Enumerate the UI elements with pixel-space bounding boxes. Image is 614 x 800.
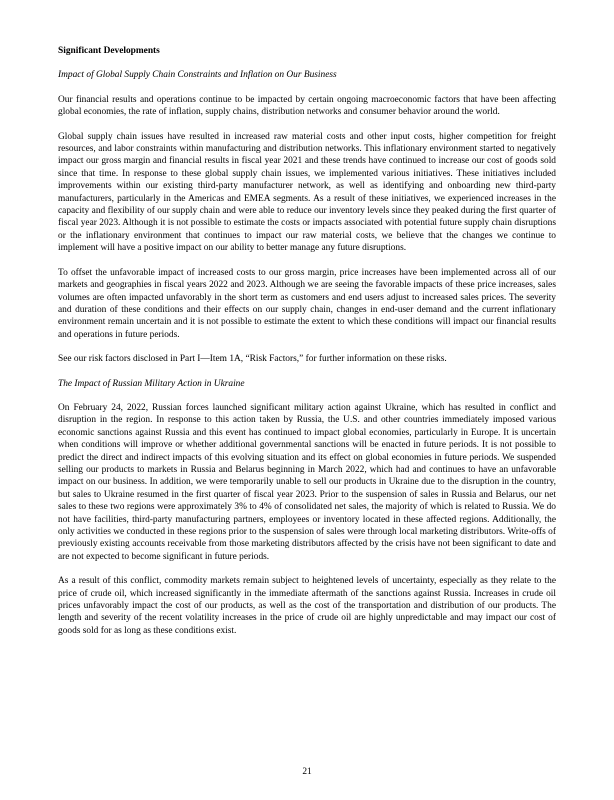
subsection-heading-russian-military-action: The Impact of Russian Military Action in Ukraine <box>58 378 245 389</box>
paragraph-price-increases: To offset the unfavorable impact of increased costs to our gross margin, price increases have been implemented across all of our markets and geographies in fiscal years 2022 and 2023. Although we are seeing the favorable impacts of these price increases, sales volumes are often impacted unfavorably in the short term as customers and end users adjust to increased sales prices. The severity and duration of these conditions and their effects on our supply chain, changes in end-user demand and the current inflationary environment remain uncertain and it is not possible to estimate the extent to which these conditions will impact our financial results and operations in future periods. <box>58 267 556 340</box>
paragraph-macroeconomic-factors: Our financial results and operations continue to be impacted by certain ongoing macroeconomic factors that have been affecting global economies, the rate of inflation, supply chains, distribution networks and consumer behavior around the world. <box>58 94 556 118</box>
paragraph-risk-factors-reference: See our risk factors disclosed in Part I—Item 1A, “Risk Factors,” for further information on these risks. <box>58 354 447 365</box>
paragraph-commodity-markets: As a result of this conflict, commodity markets remain subject to heightened levels of uncertainty, especially as they relate to the price of crude oil, which increased significantly in the immediate aftermath of the sanctions against Russia. Increases in crude oil prices unfavorably impact the cost of our products, as well as the cost of the transportation and distribution of our products. The length and severity of the recent volatility increases in the price of crude oil are highly unpredictable and may impact our cost of goods sold for as long as these conditions exist. <box>58 576 556 636</box>
paragraph-ukraine-conflict: On February 24, 2022, Russian forces launched significant military action against Ukraine, which has resulted in conflict and disruption in the region. In response to this action taken by Russia, the U.S. and other countries immediately imposed various economic sanctions against Russia and this event has continued to impact global economies, particularly in Europe. It is uncertain when conditions will improve or whether additional governmental sanctions will be enacted in future periods. It is not possible to predict the direct and indirect impacts of this evolving situation and its effect on global economies in future periods. We suspended selling our products to markets in Russia and Belarus beginning in March 2022, which had and continues to have an unfavorable impact on our business. In addition, we were temporarily unable to sell our products in Ukraine due to the disruption in the country, but sales to Ukraine resumed in the first quarter of fiscal year 2023. Prior to the suspension of sales in Russia and Belarus, our net sales to these two regions were approximately 3% to 4% of consolidated net sales, the majority of which is related to Russia. We do not have facilities, third-party manufacturing partners, employees or inventory located in these affected regions. Additionally, the only activities we conducted in these regions prior to the suspension of sales were through local marketing distributors. Write-offs of previously existing accounts receivable from those marketing distributors affected by the crisis have not been significant to date and are not expected to become significant in future periods. <box>58 402 556 562</box>
paragraph-supply-chain-issues: Global supply chain issues have resulted in increased raw material costs and other input costs, higher competition for freight resources, and labor constraints within manufacturing and distribution networks. This inflationary environment started to negatively impact our gross margin and financial results in fiscal year 2021 and these trends have continued to increase our cost of goods sold since that time. In response to these global supply chain issues, we implemented various initiatives. These initiatives included improvements within our existing third-party manufacturer network, as well as identifying and onboarding new third-party manufacturers, particularly in the Americas and EMEA segments. As a result of these initiatives, we experienced increases in the capacity and flexibility of our supply chain and were able to reduce our inventory levels since they peaked during the first quarter of fiscal year 2023. Although it is not possible to estimate the costs or impacts associated with potential future supply chain disruptions or the inflationary environment that continues to impact our raw material costs, we believe that the changes we continue to implement will have a positive impact on our ability to better manage any future disruptions. <box>58 131 556 254</box>
subsection-heading-supply-chain-inflation: Impact of Global Supply Chain Constraints and Inflation on Our Business <box>58 70 337 81</box>
page-number: 21 <box>302 767 312 777</box>
page-content <box>58 45 556 649</box>
section-heading-significant-developments: Significant Developments <box>58 46 160 56</box>
